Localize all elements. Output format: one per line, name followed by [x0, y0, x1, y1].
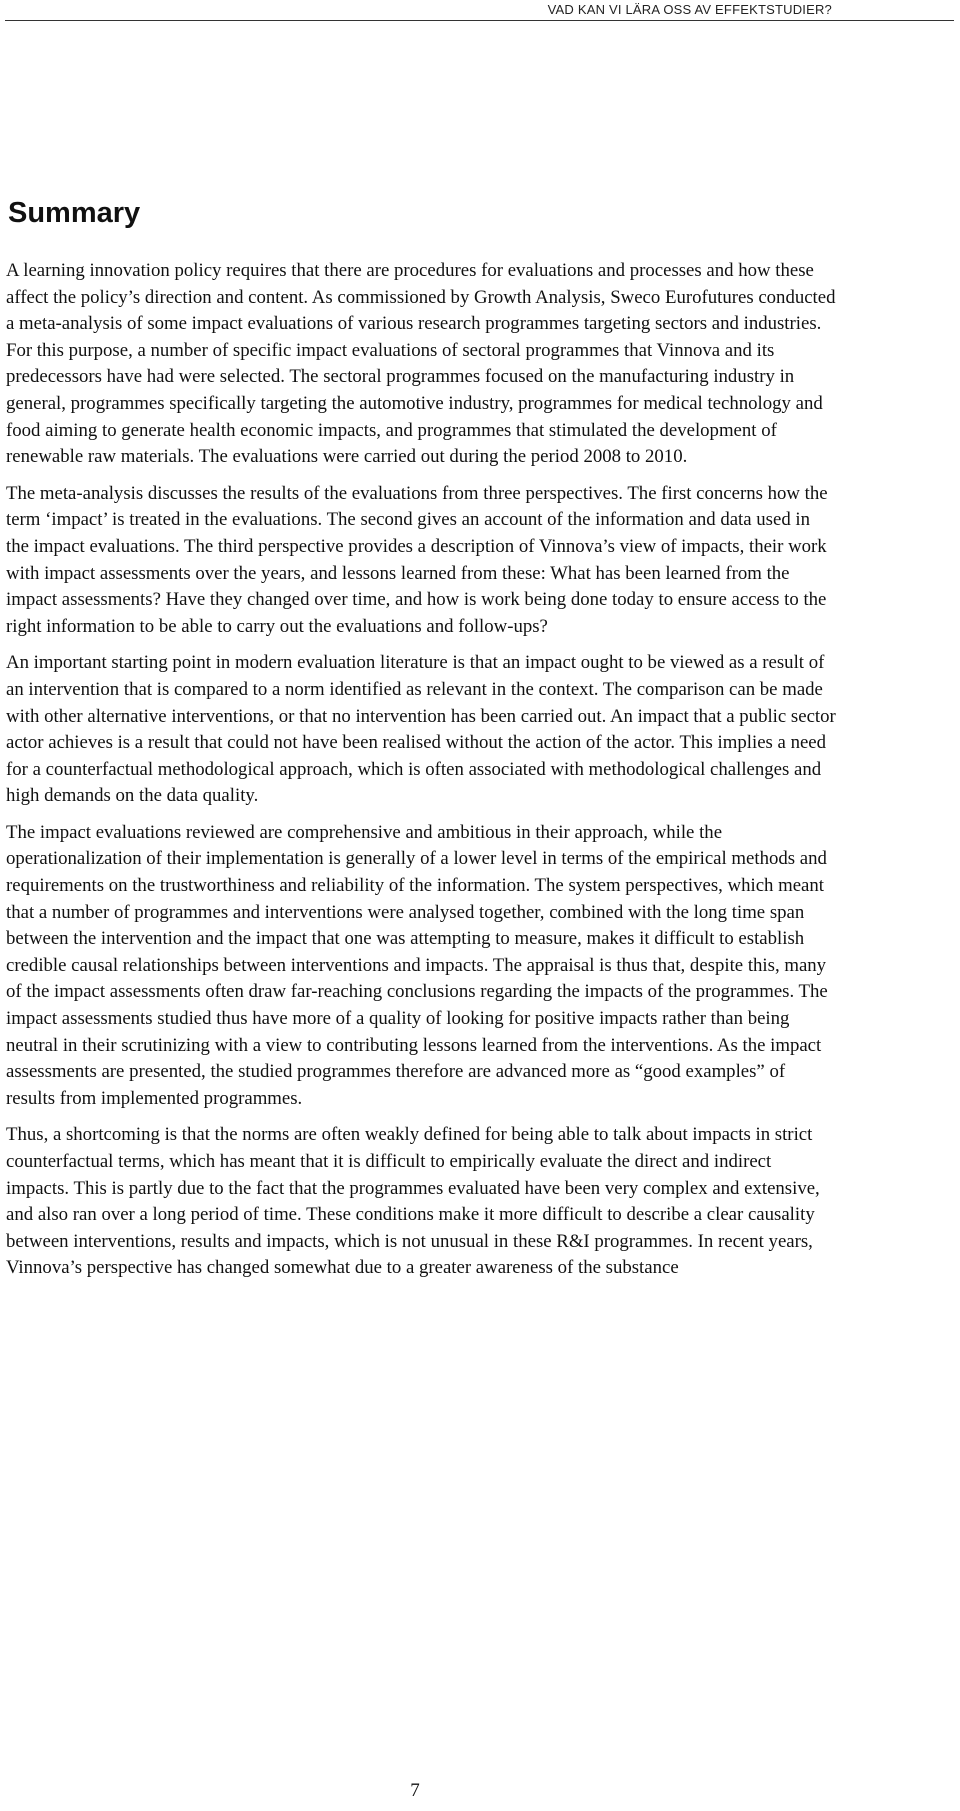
paragraph-starting-point: An important starting point in modern evaluation literature is that an impact ought to be viewed as a result of an intervention that is compared to a norm identified as relevant in the context. The comparison can be made with other alternative interventions, or that no intervention has been carried out. An impact that a public sector actor achieves is a result that could not have been realised without the action of the actor. This implies a need for a counterfactual methodological approach, which is often associated with methodological challenges and high demands on the data quality. [6, 652, 836, 807]
paragraph-intro: A learning innovation policy requires that there are procedures for evaluations and processes and how these affect the policy’s direction and content. As commissioned by Growth Analysis, Sweco Eurofutures conducted a meta-analysis of some impact evaluations of various research programmes targeting sectors and industries. For this purpose, a number of specific impact evaluations of sectoral programmes that Vinnova and its predecessors have had were selected. The sectoral programmes focused on the manufacturing industry in general, programmes specifically targeting the automotive industry, programmes for medical technology and food aiming to generate health economic impacts, and programmes that stimulated the development of renewable raw materials. The evaluations were carried out during the period 2008 to 2010. [6, 260, 836, 468]
page-number: 7 [410, 1780, 420, 1801]
section-title: Summary [8, 197, 141, 229]
header-rule [5, 20, 954, 21]
paragraph-perspectives: The meta-analysis discusses the results of the evaluations from three perspectives. The first concerns how the term ‘impact’ is treated in the evaluations. The second gives an account of the information and data used in the impact evaluations. The third perspective provides a description of Vinnova’s view of impacts, their work with impact assessments over the years, and lessons learned from these: What has been learned from the impact assessments? Have they changed over time, and how is work being done today to ensure access to the right information to be able to carry out the evaluations and follow-ups? [6, 482, 828, 637]
paragraph-shortcoming: Thus, a shortcoming is that the norms are often weakly defined for being able to talk about impacts in strict counterfactual terms, which has meant that it is difficult to empirically evaluate the direct and indirect impacts. This is partly due to the fact that the programmes evaluated have been very complex and extensive, and also ran over a long period of time. These conditions make it more difficult to describe a clear causality between interventions, results and impacts, which is not unusual in these R&I programmes. In recent years, Vinnova’s perspective has changed somewhat due to a greater awareness of the substance [6, 1124, 820, 1279]
body-text [6, 258, 836, 1292]
paragraph-reviewed-evaluations: The impact evaluations reviewed are comprehensive and ambitious in their approach, while the operationalization of their implementation is generally of a lower level in terms of the empirical methods and requirements on the trustworthiness and reliability of the information. The system perspectives, which meant that a number of programmes and interventions were analysed together, combined with the long time span between the intervention and the impact that one was attempting to measure, makes it difficult to establish credible causal relationships between interventions and impacts. The appraisal is thus that, despite this, many of the impact assessments often draw far-reaching conclusions regarding the impacts of the programmes. The impact assessments studied thus have more of a quality of looking for positive impacts rather than being neutral in their scrutinizing with a view to contributing lessons learned from the interventions. As the impact assessments are presented, the studied programmes therefore are advanced more as “good examples” of results from implemented programmes. [6, 821, 828, 1109]
running-header: VAD KAN VI LÄRA OSS AV EFFEKTSTUDIER? [547, 2, 832, 17]
